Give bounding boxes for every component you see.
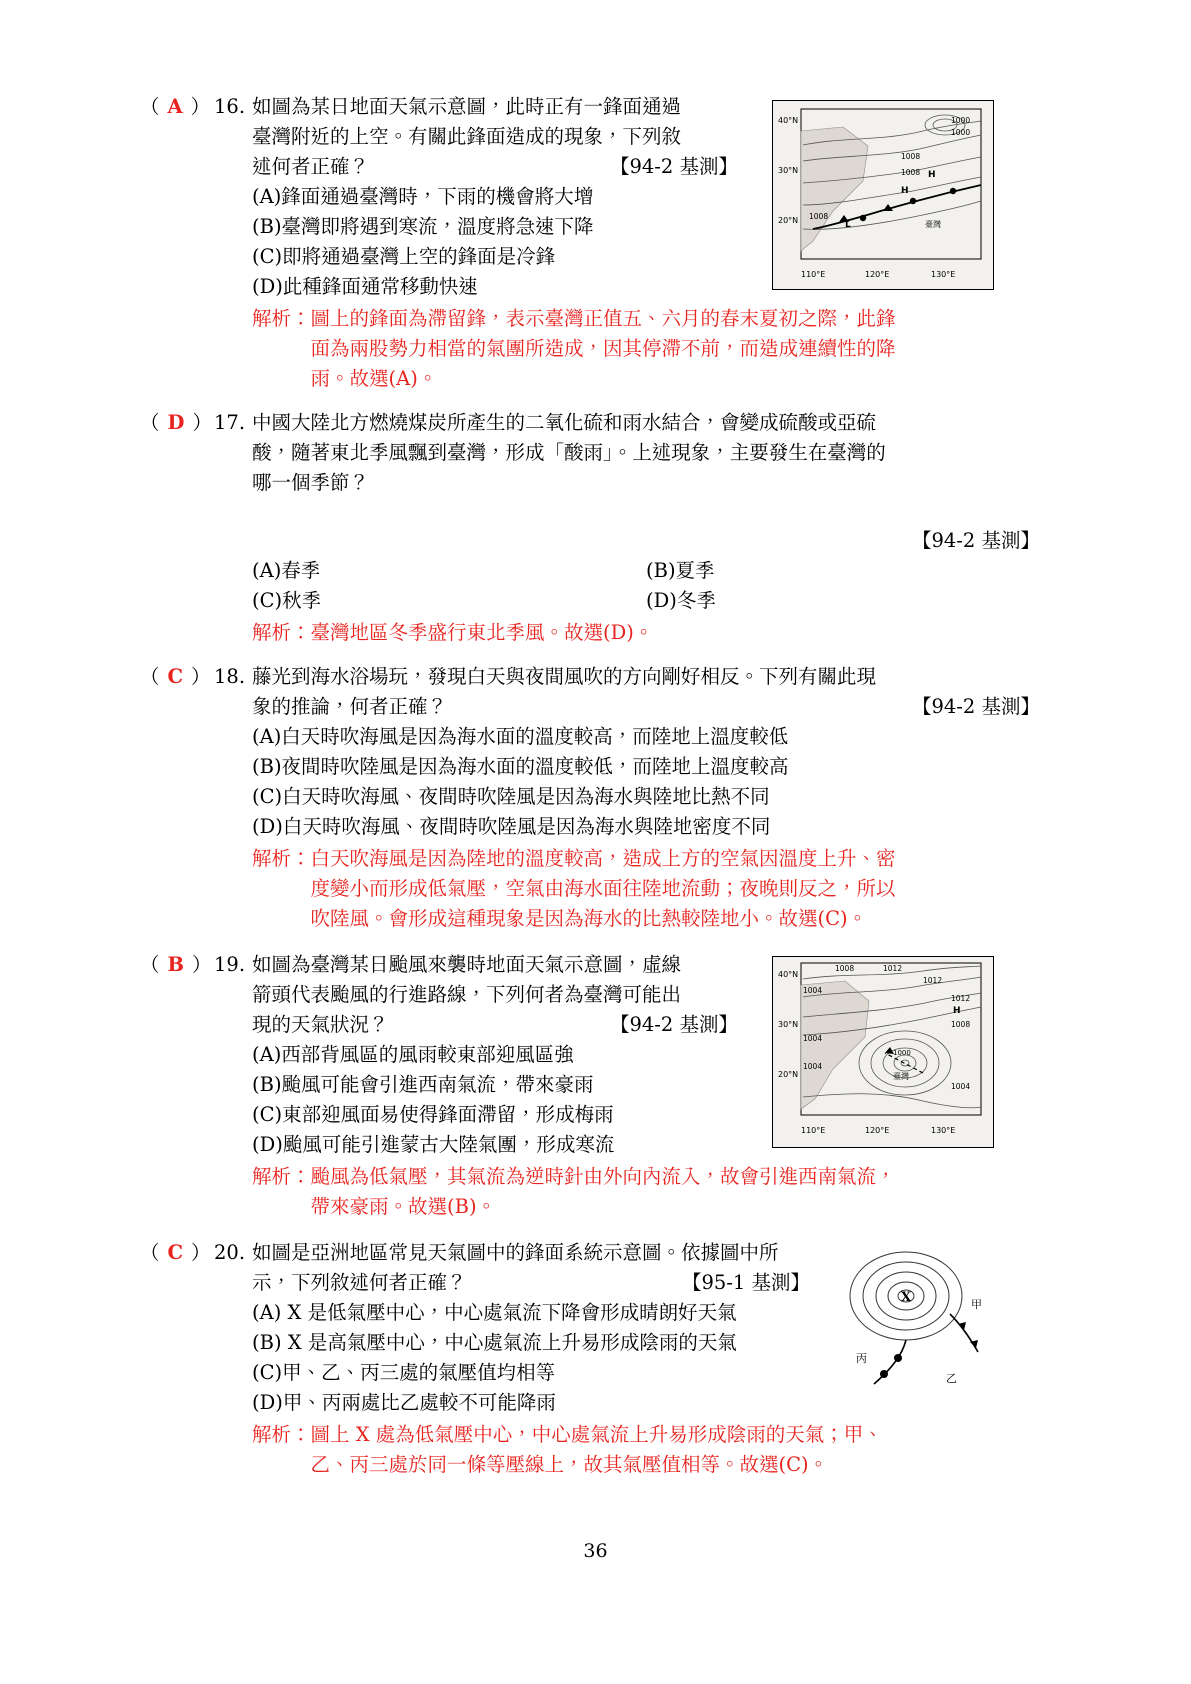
svg-text:1008: 1008: [901, 168, 921, 177]
question-line: 示，下列敘述何者正確？: [252, 1271, 467, 1294]
svg-text:130°E: 130°E: [931, 1126, 956, 1135]
question-source-16: 【94-2 基測】: [609, 155, 738, 178]
option-c[interactable]: (C)秋季: [252, 589, 322, 612]
option-b[interactable]: (B)颱風可能會引進西南氣流，帶來豪雨: [252, 1073, 594, 1096]
explanation-line: 面為兩股勢力相當的氣團所造成，因其停滯不前，而造成連續性的降: [310, 337, 896, 360]
explanation-line: 乙、丙三處於同一條等壓線上，故其氣壓值相等。故選(C)。: [310, 1453, 829, 1476]
svg-text:H: H: [901, 186, 909, 196]
question-16: [140, 92, 1040, 394]
explanation-text: [311, 1420, 1040, 1480]
question-source-18: 【94-2 基測】: [911, 695, 1040, 718]
explanation-text: [311, 618, 1040, 648]
options-16: [252, 182, 738, 302]
explanation-line: 颱風為低氣壓，其氣流為逆時針由外向內流入，故會引進西南氣流，: [310, 1165, 896, 1188]
options-19: [252, 1040, 738, 1160]
explanation-17: [140, 618, 1040, 648]
page-content: [140, 92, 1040, 1490]
answer-letter-19: B: [167, 953, 184, 976]
explanation-20: [140, 1420, 1040, 1480]
answer-paren-20: （ C ）: [140, 1241, 211, 1264]
explanation-text: [311, 844, 1040, 934]
question-line: 藤光到海水浴場玩，發現白天與夜間風吹的方向剛好相反。下列有關此現: [252, 665, 877, 688]
question-number-16: 16.: [214, 95, 246, 118]
answer-paren-18: （ C ）: [140, 665, 211, 688]
question-20: [140, 1238, 1040, 1480]
question-line: 臺灣附近的上空。有關此鋒面造成的現象，下列敘: [252, 125, 682, 148]
explanation-line: 帶來豪雨。故選(B)。: [310, 1195, 497, 1218]
answer-paren-19: （ B ）: [140, 953, 212, 976]
option-b[interactable]: (B)夏季: [646, 559, 715, 582]
answer-letter-16: A: [167, 95, 183, 118]
question-line: 中國大陸北方燃燒煤炭所產生的二氧化硫和雨水結合，會變成硫酸或亞硫: [252, 411, 877, 434]
question-line: 現的天氣狀況？: [252, 1013, 389, 1036]
option-a[interactable]: (A)鋒面通過臺灣時，下雨的機會將大增: [252, 185, 594, 208]
svg-text:臺灣: 臺灣: [893, 1072, 909, 1081]
question-17: [140, 408, 1040, 648]
answer-letter-18: C: [167, 665, 184, 688]
question-source-17: 【94-2 基測】: [911, 529, 1040, 552]
svg-text:1000: 1000: [893, 1049, 911, 1057]
option-b[interactable]: (B) X 是高氣壓中心，中心處氣流上升易形成陰雨的天氣: [252, 1331, 737, 1354]
option-a[interactable]: (A)西部背風區的風雨較東部迎風區強: [252, 1043, 574, 1066]
explanation-line: 白天吹海風是因為陸地的溫度較高，造成上方的空氣因溫度上升、密: [310, 847, 896, 870]
front-system-diagram-svg: [840, 1240, 998, 1410]
svg-text:1000: 1000: [951, 128, 971, 137]
question-text-18: [252, 662, 1040, 842]
option-d[interactable]: (D)白天時吹海風、夜間時吹陸風是因為海水與陸地密度不同: [252, 815, 771, 838]
svg-text:乙: 乙: [946, 1372, 957, 1385]
weather-map-typhoon-svg: [773, 957, 993, 1147]
question-18: [140, 662, 1040, 934]
svg-text:1004: 1004: [803, 986, 823, 995]
question-source-19: 【94-2 基測】: [609, 1013, 738, 1036]
question-line: 如圖為某日地面天氣示意圖，此時正有一鋒面通過: [252, 95, 682, 118]
answer-letter-17: D: [167, 411, 185, 434]
option-d[interactable]: (D)冬季: [646, 589, 716, 612]
option-c[interactable]: (C)東部迎風面易使得鋒面滯留，形成梅雨: [252, 1103, 614, 1126]
answer-paren-16: （ A ）: [140, 95, 211, 118]
svg-text:120°E: 120°E: [865, 1126, 890, 1135]
explanation-line: 吹陸風。會形成這種現象是因為海水的比熱較陸地小。故選(C)。: [310, 907, 868, 930]
explanation-line: 圖上 X 處為低氣壓中心，中心處氣流上升易形成陰雨的天氣；甲、: [310, 1423, 883, 1446]
question-text-19: [252, 950, 738, 1160]
question-number-20: 20.: [214, 1241, 246, 1264]
option-a[interactable]: (A)白天時吹海風是因為海水面的溫度較高，而陸地上溫度較低: [252, 725, 789, 748]
explanation-label: 解析：: [252, 1165, 311, 1188]
explanation-16: [140, 304, 1040, 394]
explanation-label: 解析：: [252, 847, 311, 870]
option-c[interactable]: (C)白天時吹海風、夜間時吹陸風是因為海水與陸地比熱不同: [252, 785, 770, 808]
question-line: 述何者正確？: [252, 155, 370, 178]
question-source-20: 【95-1 基測】: [681, 1271, 810, 1294]
question-line: 象的推論，何者正確？: [252, 695, 448, 718]
svg-text:甲: 甲: [971, 1298, 982, 1311]
svg-text:1008: 1008: [951, 1020, 971, 1029]
svg-text:L: L: [845, 220, 851, 230]
explanation-19: [140, 1162, 1040, 1222]
question-number-18: 18.: [214, 665, 246, 688]
svg-text:1000: 1000: [951, 116, 971, 125]
svg-text:1004: 1004: [951, 1082, 971, 1091]
explanation-line: 雨。故選(A)。: [310, 367, 438, 390]
option-b[interactable]: (B)臺灣即將遇到寒流，溫度將急速下降: [252, 215, 594, 238]
svg-text:30°N: 30°N: [778, 166, 799, 175]
explanation-line: 圖上的鋒面為滯留鋒，表示臺灣正值五、六月的春末夏初之際，此鋒: [310, 307, 896, 330]
svg-text:1012: 1012: [951, 994, 971, 1003]
explanation-label: 解析：: [252, 307, 311, 330]
svg-text:H: H: [928, 170, 936, 180]
answer-letter-20: C: [167, 1241, 184, 1264]
answer-paren-17: （ D ）: [140, 411, 212, 434]
question-number-19: 19.: [214, 953, 246, 976]
explanation-label: 解析：: [252, 621, 311, 644]
svg-text:20°N: 20°N: [778, 216, 799, 225]
explanation-18: [140, 844, 1040, 934]
question-19: [140, 950, 1040, 1222]
svg-text:1012: 1012: [883, 964, 903, 973]
weather-map-stationary-front-svg: [773, 101, 993, 289]
svg-text:110°E: 110°E: [801, 1126, 826, 1135]
explanation-text: [311, 304, 1040, 394]
question-line: 如圖為臺灣某日颱風來襲時地面天氣示意圖，虛線: [252, 953, 682, 976]
option-c[interactable]: (C)即將通過臺灣上空的鋒面是冷鋒: [252, 245, 556, 268]
options-20: [252, 1298, 810, 1418]
figure-16: [772, 100, 994, 290]
svg-text:20°N: 20°N: [778, 1070, 799, 1079]
svg-text:1008: 1008: [835, 964, 855, 973]
svg-text:110°E: 110°E: [801, 270, 826, 279]
svg-text:1008: 1008: [901, 152, 921, 161]
option-d[interactable]: (D)甲、丙兩處比乙處較不可能降雨: [252, 1391, 556, 1414]
svg-text:1004: 1004: [803, 1062, 823, 1071]
explanation-label: 解析：: [252, 1423, 311, 1446]
svg-text:40°N: 40°N: [778, 970, 799, 979]
svg-text:130°E: 130°E: [931, 270, 956, 279]
svg-text:40°N: 40°N: [778, 116, 799, 125]
page-number: 36: [583, 1540, 608, 1562]
option-d[interactable]: (D)颱風可能引進蒙古大陸氣團，形成寒流: [252, 1133, 615, 1156]
figure-19: [772, 956, 994, 1148]
explanation-line: 度變小而形成低氣壓，空氣由海水面往陸地流動；夜晚則反之，所以: [310, 877, 896, 900]
question-number-17: 17.: [214, 411, 246, 434]
question-text-17: [252, 408, 1040, 616]
option-a[interactable]: (A)春季: [252, 559, 321, 582]
question-text-16: [252, 92, 738, 302]
option-c[interactable]: (C)甲、乙、丙三處的氣壓值均相等: [252, 1361, 556, 1384]
option-d[interactable]: (D)此種鋒面通常移動快速: [252, 275, 478, 298]
svg-text:1008: 1008: [809, 212, 829, 221]
question-line: 如圖是亞洲地區常見天氣圖中的鋒面系統示意圖。依據圖中所: [252, 1241, 779, 1264]
option-b[interactable]: (B)夜間時吹陸風是因為海水面的溫度較低，而陸地上溫度較高: [252, 755, 789, 778]
svg-text:120°E: 120°E: [865, 270, 890, 279]
svg-text:丙: 丙: [856, 1352, 867, 1365]
explanation-line: 臺灣地區冬季盛行東北季風。故選(D)。: [310, 621, 654, 644]
figure-20: [840, 1240, 998, 1410]
svg-text:30°N: 30°N: [778, 1020, 799, 1029]
svg-text:臺灣: 臺灣: [925, 220, 941, 229]
svg-text:1004: 1004: [803, 1034, 823, 1043]
options-17: [252, 556, 1040, 616]
question-line: 哪一個季節？: [252, 471, 370, 494]
question-line: 箭頭代表颱風的行進路線，下列何者為臺灣可能出: [252, 983, 682, 1006]
explanation-text: [311, 1162, 1040, 1222]
svg-text:H: H: [953, 1006, 961, 1016]
svg-text:X: X: [901, 1290, 912, 1305]
question-line: 酸，隨著東北季風飄到臺灣，形成「酸雨」。上述現象，主要發生在臺灣的: [252, 441, 886, 464]
question-text-20: [252, 1238, 810, 1418]
svg-text:1012: 1012: [923, 976, 943, 985]
options-18: [252, 722, 1040, 842]
option-a[interactable]: (A) X 是低氣壓中心，中心處氣流下降會形成晴朗好天氣: [252, 1301, 737, 1324]
